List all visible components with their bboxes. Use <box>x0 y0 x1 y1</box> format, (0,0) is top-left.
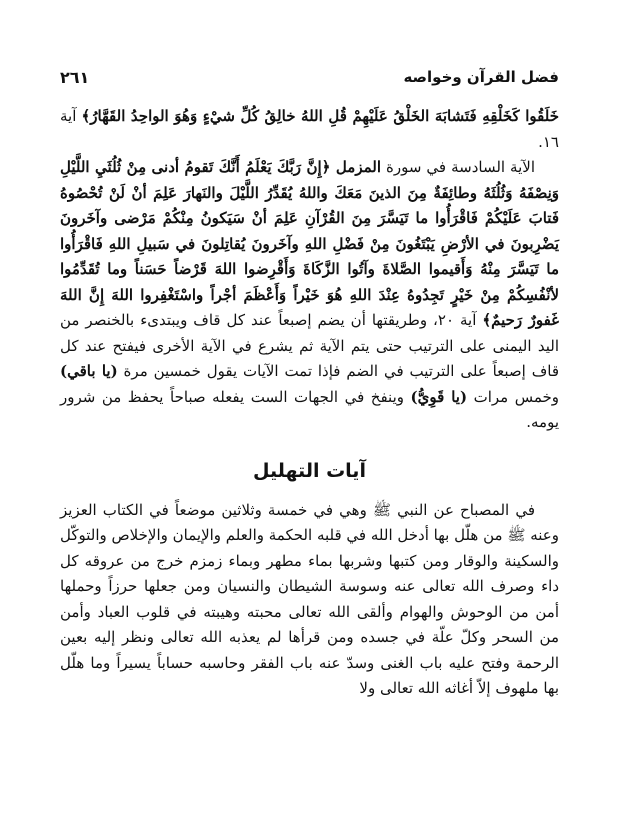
header-title: فضل القرآن وخواصه <box>403 68 559 86</box>
quran-verse: ﴿إِنَّ رَبَّكَ يَعْلَمُ أَنَّكَ تَقومُ أدنى مِنْ ثُلُثَيِ اللَّيْلِ وَنِصْفَهُ وَثُلُثَهُ وطائِفَةٌ مِنَ الذينَ مَعَكَ واللهُ يُقَدِّرُ اللَّيْلَ والنَهارَ عَلِمَ أنْ لَنْ تُحْصُوهُ فَتابَ عَلَيْكُمْ فَاقْرَأُوا ما تَيَسَّرَ مِنَ القُرْآنِ عَلِمَ أنْ سَيَكونُ مِنْكُمْ مَرْضى وآخَرونَ يَضْرِبونَ في الأرْضِ يَبْتَغُونَ مِنْ فَضْلِ اللهِ وآخَرونَ يُقاتِلونَ في سَبيلِ اللهِ فَاقْرَأُوا ما تَيَسَّرَ مِنْهُ وَأَقيموا الصَّلاةَ وآتُوا الزَّكَاةَ وَأَقْرِضوا اللهَ قَرْضاً حَسَناً وما تُقَدِّمُوا لأنْفُسِكُمْ مِنْ خَيْرٍ تَجِدُوهُ عِنْدَ اللهِ هُوَ خَيْراً وَأَعْظَمَ أجْراً واسْتَغْفِروا اللهَ إِنَّ اللهَ غَفورٌ رَحيمٌ﴾ <box>60 158 560 329</box>
paragraph-verse-continuation <box>60 104 559 155</box>
quran-verse: خَلَقُوا كَخَلْقِهِ فَتَشابَهَ الخَلْقُ عَلَيْهِمْ قُلِ اللهُ خالِقُ كُلِّ شيْءٍ وَهُوَ الواحِدُ القَهَّارُ﴾ <box>81 107 559 125</box>
page-body <box>60 104 559 702</box>
surah-name: المزمل <box>335 158 382 176</box>
instructions-text: آية ٢٠، وطريقتها أن يضم إصبعاً عند كل قاف ويبتدىء بالخنصر من اليد اليمنى على الترتيب حتى يتم الآية ثم يشرع في الآية الأخرى فيفتح عند كل قاف إصبعاً على الترتيب في الضم فإذا تمت الآيات يقول خمسين مرة <box>60 311 559 380</box>
paragraph-sixth-verse <box>60 155 559 436</box>
dhikr-term: (يا باقي) <box>60 362 118 380</box>
verse-reference: آية ١٦. <box>60 107 559 151</box>
instructions-text: وخمس مرات <box>467 387 560 406</box>
instructions-text: وينفخ في الجهات الست يفعله صباحاً يحفظ من شرور يومه. <box>60 387 559 431</box>
intro-text: الآية السادسة في سورة <box>381 158 535 176</box>
paragraph-tahlil: في المصباح عن النبي ﷺ وهي في خمسة وثلاثين موضعاً في الكتاب العزيز وعنه ﷺ من هلّل بها أدخل الله في قلبه الحكمة والعلم والإيمان والإخلاص والتوكّل والسكينة والوقار ومن كتبها وشربها بماء مطهر وبماء زمزم خرج من عروقه كل داء وصرف الله تعالى عنه وسوسة الشيطان والنسيان ومن جعلها حرزاً وحملها أمن من الوحوش والهوام وألقى الله تعالى محبته وهيبته في قلوب العباد وأمن من السحر وكلّ علّة في جسده ومن قرأها لم يعذبه الله تعالى ونظر إليه بعين الرحمة وفتح عليه باب الغنى وسدّ عنه باب الفقر وحاسبه حساباً يسيراً وما هلّل بها ملهوف إلاّ أغاثه الله تعالى ولا <box>60 500 559 697</box>
page-number: ٢٦١ <box>60 67 90 87</box>
section-heading: آيات التهليل <box>253 459 366 482</box>
dhikr-term: (يا قَوِيُّ) <box>410 387 468 406</box>
running-header <box>60 66 559 88</box>
